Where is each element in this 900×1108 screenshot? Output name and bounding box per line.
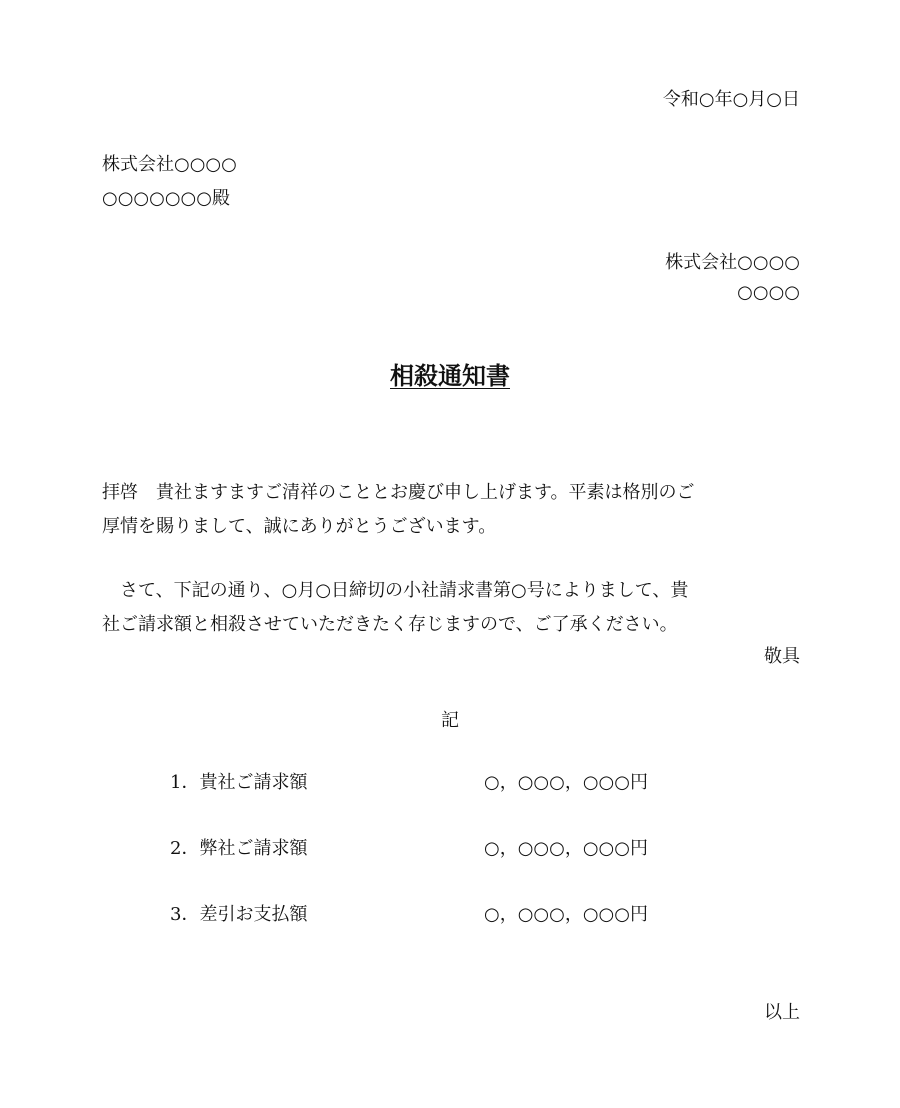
document-title	[0, 356, 900, 391]
item-label-2: 2．弊社ご請求額	[170, 838, 308, 859]
item-amount-1: ○，○○○，○○○円	[484, 772, 648, 793]
item-amount-2: ○，○○○，○○○円	[484, 838, 648, 859]
recipient-name: ○○○○○○○殿	[102, 188, 230, 209]
sender-name: ○○○○	[737, 282, 800, 303]
closing-salutation: 敬具	[764, 646, 800, 667]
body-paragraph-2-line-2: 社ご請求額と相殺させていただきたく存じますので、ご了承ください。	[102, 614, 678, 635]
document-end-mark: 以上	[764, 1002, 800, 1023]
document-date: 令和○年○月○日	[662, 89, 800, 110]
body-paragraph-2-line-1: さて、下記の通り、○月○日締切の小社請求書第○号によりまして、貴	[120, 580, 689, 601]
body-paragraph-1-line-1: 拝啓 貴社ますますご清祥のこととお慶び申し上げます。平素は格別のご	[102, 482, 695, 503]
item-label-1: 1．貴社ご請求額	[170, 772, 308, 793]
document-title-text: 相殺通知書	[390, 361, 510, 390]
body-paragraph-1-line-2: 厚情を賜りまして、誠にありがとうございます。	[102, 516, 497, 537]
item-amount-3: ○，○○○，○○○円	[484, 904, 648, 925]
sender-company: 株式会社○○○○	[665, 252, 800, 273]
ki-heading: 記	[441, 710, 459, 731]
item-label-3: 3．差引お支払額	[170, 904, 308, 925]
recipient-company: 株式会社○○○○	[102, 154, 237, 175]
